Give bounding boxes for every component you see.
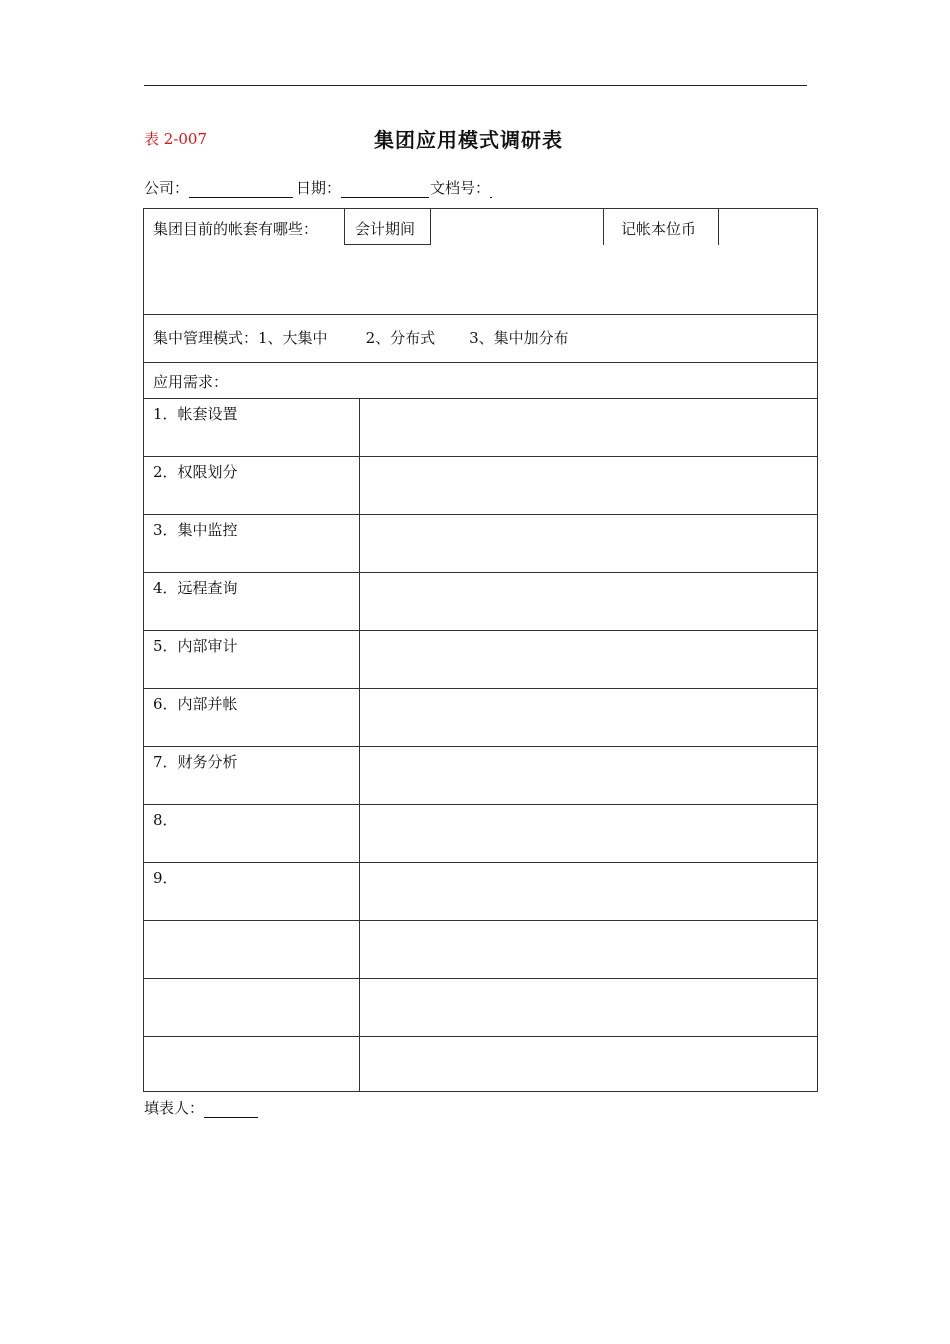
divider xyxy=(603,209,604,245)
filler-field[interactable] xyxy=(144,1097,258,1118)
requirement-label: 2．权限划分 xyxy=(153,463,238,481)
requirement-input[interactable] xyxy=(361,863,816,919)
doc-no-blank[interactable] xyxy=(490,181,492,198)
company-blank[interactable] xyxy=(189,181,293,198)
management-mode-label: 集中管理模式： xyxy=(153,329,259,347)
survey-table xyxy=(143,208,818,1092)
mode-option-centralized[interactable]: 1、大集中 xyxy=(258,329,328,347)
management-mode-row xyxy=(153,327,569,348)
requirement-label: 9． xyxy=(153,869,178,887)
account-sets-input[interactable] xyxy=(145,246,816,313)
requirement-input[interactable] xyxy=(361,457,816,513)
filler-label: 填表人： xyxy=(144,1099,205,1117)
requirement-input[interactable] xyxy=(361,689,816,745)
requirement-input[interactable] xyxy=(361,805,816,861)
requirement-label: 4．远程查询 xyxy=(153,579,238,597)
currency-label: 记帐本位币 xyxy=(621,220,697,238)
page-title: 集团应用模式调研表 xyxy=(374,128,563,152)
requirement-label: 3．集中监控 xyxy=(153,521,238,539)
doc-no-field[interactable] xyxy=(430,177,492,198)
doc-no-label: 文档号： xyxy=(430,179,491,197)
date-label: 日期： xyxy=(296,179,342,197)
mode-option-distributed[interactable]: 2、分布式 xyxy=(365,329,436,347)
divider xyxy=(344,209,345,245)
requirement-label: 7．财务分析 xyxy=(153,753,238,771)
company-label: 公司： xyxy=(144,179,190,197)
date-blank[interactable] xyxy=(341,181,429,198)
divider xyxy=(430,209,431,245)
requirement-input[interactable] xyxy=(361,631,816,687)
requirement-input[interactable] xyxy=(361,515,816,571)
divider xyxy=(144,314,818,315)
divider xyxy=(718,209,719,245)
requirement-label: 6．内部并帐 xyxy=(153,695,238,713)
requirement-input[interactable] xyxy=(361,979,816,1035)
mode-option-hybrid[interactable]: 3、集中加分布 xyxy=(469,329,569,347)
period-label: 会计期间 xyxy=(355,220,416,238)
requirement-label: 8． xyxy=(153,811,178,829)
column-divider xyxy=(359,398,360,1092)
requirement-input[interactable] xyxy=(361,747,816,803)
period-input[interactable] xyxy=(432,210,602,244)
currency-input[interactable] xyxy=(720,210,816,244)
requirements-label: 应用需求： xyxy=(153,373,229,391)
divider xyxy=(144,362,818,363)
requirement-input[interactable] xyxy=(361,573,816,629)
requirement-input[interactable] xyxy=(361,399,816,455)
top-rule xyxy=(144,85,807,86)
form-code: 表 2-007 xyxy=(144,130,208,148)
requirement-label: 1．帐套设置 xyxy=(153,405,238,423)
requirement-label: 5．内部审计 xyxy=(153,637,238,655)
requirement-input[interactable] xyxy=(361,921,816,977)
divider xyxy=(344,244,430,245)
requirement-input[interactable] xyxy=(361,1037,816,1093)
account-sets-label: 集团目前的帐套有哪些： xyxy=(153,220,319,238)
filler-blank[interactable] xyxy=(204,1101,258,1118)
company-field[interactable] xyxy=(144,177,293,198)
date-field[interactable] xyxy=(296,177,429,198)
